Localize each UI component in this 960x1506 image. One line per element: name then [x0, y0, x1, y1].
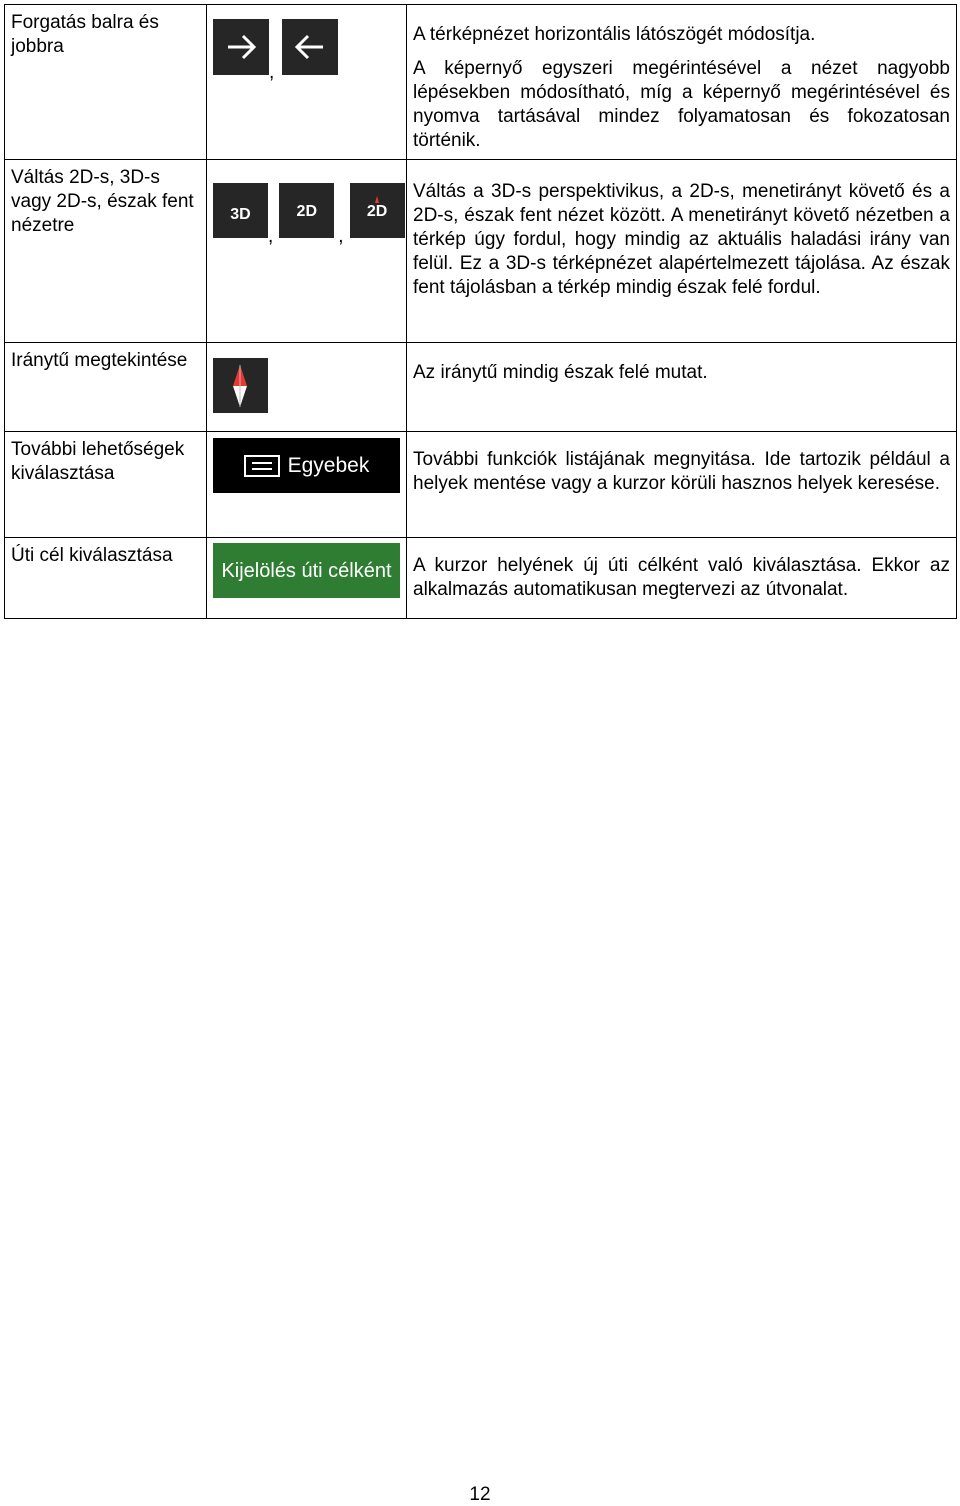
view-3d-label: 3D — [230, 206, 251, 223]
row-icons — [207, 432, 407, 538]
table-row — [5, 5, 957, 160]
desc-paragraph: A kurzor helyének új úti célként való kiválasztása. Ekkor az alkalmazás automatikusan megtervezi az útvonalat. — [413, 555, 950, 600]
view-2d-button[interactable] — [279, 183, 334, 238]
view-2d-north-button[interactable] — [350, 183, 405, 238]
compass-button[interactable] — [213, 358, 268, 413]
row-description — [407, 5, 957, 160]
row-icons — [207, 160, 407, 343]
separator: , — [338, 226, 344, 247]
page-number: 12 — [469, 1484, 491, 1505]
desc-paragraph: További funkciók listájának megnyitása. Ide tartozik például a helyek mentése vagy a kurzor körüli hasznos helyek keresése. — [413, 449, 950, 494]
row-label: Úti cél kiválasztása — [5, 538, 207, 619]
view-3d-button[interactable] — [213, 183, 268, 238]
row-description — [407, 343, 957, 432]
row-icons — [207, 5, 407, 160]
desc-paragraph: Váltás a 3D-s perspektivikus, a 2D-s, menetirányt követő és a 2D-s, észak fent nézet között. A menetirányt követő nézetben a térkép úgy fordul, hogy mindig az aktuális haladási irány van felül. Ez a 3D-s térképnézet alapértelmezett tájolása. Az észak fent tájolásban a térkép mindig észak felé fordul. — [413, 181, 950, 298]
more-options-label: Egyebek — [287, 453, 370, 477]
row-description — [407, 538, 957, 619]
compass-icon — [213, 358, 268, 413]
feature-table — [4, 4, 957, 619]
row-description — [407, 160, 957, 343]
table-row — [5, 538, 957, 619]
menu-icon — [244, 455, 280, 477]
row-label: Forgatás balra és jobbra — [5, 5, 207, 160]
view-2d-north-label: 2D — [366, 203, 388, 220]
select-destination-button[interactable] — [213, 543, 400, 598]
row-label: Iránytű megtekintése — [5, 343, 207, 432]
table-row — [5, 432, 957, 538]
separator: , — [268, 226, 274, 247]
desc-line: A térképnézet horizontális látószögét módosítja. — [413, 24, 816, 45]
arrow-left-icon — [282, 19, 338, 75]
desc-paragraph: Az iránytű mindig észak felé mutat. — [413, 362, 708, 383]
more-options-button[interactable] — [213, 438, 400, 493]
table-row — [5, 343, 957, 432]
rotate-right-button[interactable] — [213, 19, 269, 75]
select-destination-label: Kijelölés úti célként — [221, 559, 392, 582]
rotate-left-button[interactable] — [282, 19, 338, 75]
view-2d-label: 2D — [296, 203, 317, 220]
row-label: Váltás 2D-s, 3D-s vagy 2D-s, észak fent nézetre — [5, 160, 207, 343]
table-row — [5, 160, 957, 343]
row-icons — [207, 538, 407, 619]
arrow-right-icon — [213, 19, 269, 75]
row-icons — [207, 343, 407, 432]
north-marker-icon — [350, 183, 405, 238]
separator: , — [269, 62, 275, 83]
desc-paragraph: A képernyő egyszeri megérintésével a nézet nagyobb lépésekben módosítható, míg a képernyő megérintésével és nyomva tartásával mindez folyamatosan és fokozatosan történik. — [413, 58, 950, 151]
row-label: További lehetőségek kiválasztása — [5, 432, 207, 538]
row-description — [407, 432, 957, 538]
